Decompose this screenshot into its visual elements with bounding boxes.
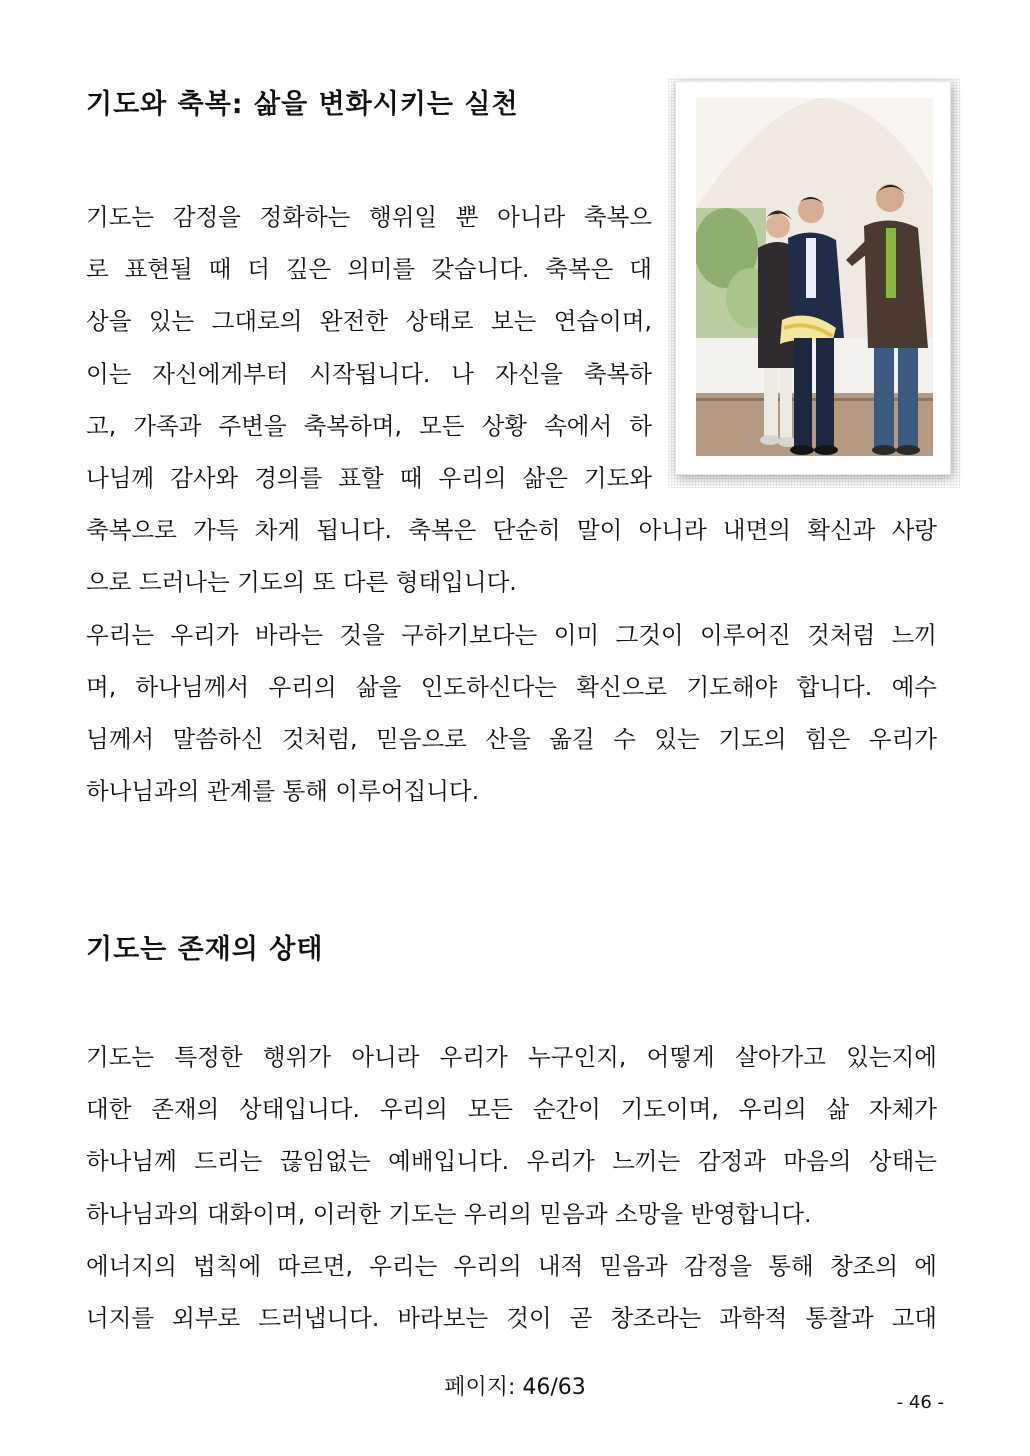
section1-body — [86, 191, 937, 817]
body-line: 축복으로 가득 차게 됩니다. 축복은 단순히 말이 아니라 내면의 확신과 사랑 — [86, 516, 937, 545]
body-line: 으로 드러나는 기도의 또 다른 형태입니다. — [86, 568, 517, 597]
body-line: 나님께 감사와 경의를 표할 때 우리의 삶은 기도와 — [86, 463, 652, 492]
body-line: 며, 하나님께서 우리의 삶을 인도하신다는 확신으로 기도해야 합니다. 예수 — [86, 672, 937, 701]
body-line: 기도는 감정을 정화하는 행위일 뿐 아니라 축복으 — [86, 203, 652, 231]
body-line: 상을 있는 그대로의 완전한 상태로 보는 연습이며, — [86, 307, 652, 336]
body-line: 너지를 외부로 드러냅니다. 바라보는 것이 곧 창조라는 과학적 통찰과 고대 — [86, 1303, 937, 1332]
section-heading-prayer-as-state-of-being: 기도는 존재의 상태 — [86, 934, 324, 965]
body-line: 로 표현될 때 더 깊은 의미를 갖습니다. 축복은 대 — [86, 255, 652, 284]
body-line: 대한 존재의 상태입니다. 우리의 모든 순간이 기도이며, 우리의 삶 자체가 — [86, 1095, 937, 1124]
body-line: 님께서 말씀하신 것처럼, 믿음으로 산을 옮길 수 있는 기도의 힘은 우리가 — [86, 724, 937, 753]
page-number-label: 페이지: 46/63 — [444, 1375, 586, 1400]
body-line: 에너지의 법칙에 따르면, 우리는 우리의 내적 믿음과 감정을 통해 창조의 에 — [86, 1251, 937, 1280]
section2-body — [86, 1031, 937, 1344]
section-heading-prayer-and-blessing: 기도와 축복: 삶을 변화시키는 실천 — [86, 89, 519, 120]
body-line: 이는 자신에게부터 시작됩니다. 나 자신을 축복하 — [86, 359, 652, 388]
page-number-corner: - 46 - — [896, 1392, 944, 1413]
body-line: 기도는 특정한 행위가 아니라 우리가 누구인지, 어떻게 살아가고 있는지에 — [86, 1043, 937, 1071]
body-line: 하나님께 드리는 끊임없는 예배입니다. 우리가 느끼는 감정과 마음의 상태는 — [86, 1147, 937, 1176]
body-line: 우리는 우리가 바라는 것을 구하기보다는 이미 그것이 이루어진 것처럼 느끼 — [86, 620, 937, 649]
body-line: 고, 가족과 주변을 축복하며, 모든 상황 속에서 하 — [86, 411, 652, 440]
body-line: 하나님과의 대화이며, 이러한 기도는 우리의 믿음과 소망을 반영합니다. — [86, 1199, 812, 1228]
body-line: 하나님과의 관계를 통해 이루어집니다. — [86, 777, 480, 806]
